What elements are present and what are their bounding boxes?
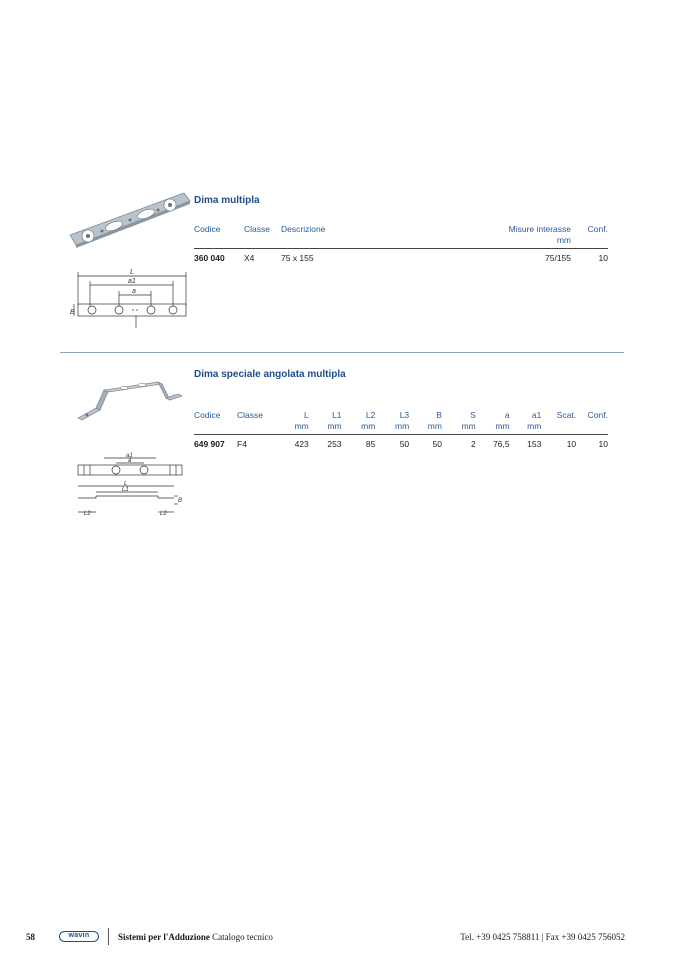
s2-cell-L1: 253 bbox=[327, 439, 342, 449]
footer-title-rest: Catalogo tecnico bbox=[209, 932, 273, 942]
s2-th-S bbox=[442, 410, 476, 435]
s1-cell-misure: 75/155 bbox=[545, 253, 571, 263]
drawing2-label-L: L bbox=[124, 481, 128, 487]
section1-table bbox=[194, 224, 608, 264]
drawing2-label-a1: a1 bbox=[126, 453, 133, 459]
footer-contacts: Tel. +39 0425 758811 | Fax +39 0425 756052 bbox=[460, 932, 625, 942]
section1-title: Dima multipla bbox=[194, 195, 260, 206]
s1-cell-conf: 10 bbox=[598, 253, 608, 263]
s2-th-L2-label: L2 bbox=[365, 410, 376, 420]
s2-th-B-unit: mm bbox=[427, 421, 442, 431]
s1-cell-codice: 360 040 bbox=[194, 253, 225, 263]
drawing1-label-B: B bbox=[70, 309, 75, 316]
s1-th-conf: Conf. bbox=[587, 224, 608, 234]
s1-th-misure bbox=[461, 224, 571, 249]
s1-th-codice: Codice bbox=[194, 224, 221, 234]
drawing1-label-a1: a1 bbox=[128, 278, 136, 285]
s2-th-L3 bbox=[375, 410, 409, 435]
s2-th-L2 bbox=[342, 410, 376, 435]
s2-cell-S: 2 bbox=[471, 439, 476, 449]
s2-th-a-unit: mm bbox=[495, 421, 510, 431]
wavin-logo: wavin bbox=[59, 931, 99, 942]
s2-cell-scat: 10 bbox=[566, 439, 577, 449]
drawing1-label-L: L bbox=[130, 269, 134, 276]
s1-cell-descrizione: 75 x 155 bbox=[281, 253, 314, 263]
table-row bbox=[194, 249, 608, 265]
s2-cell-L: 423 bbox=[294, 439, 309, 449]
dima-angolata-photo bbox=[74, 378, 184, 433]
page-number: 58 bbox=[26, 932, 35, 942]
s2-cell-conf: 10 bbox=[598, 439, 608, 449]
drawing2-label-B: B bbox=[178, 498, 183, 504]
s2-th-codice bbox=[194, 410, 237, 435]
s2-th-S-unit: mm bbox=[461, 421, 476, 431]
footer-title-bold: Sistemi per l'Adduzione bbox=[118, 932, 210, 942]
drawing1-label-a: a bbox=[132, 288, 136, 295]
s2-cell-L3: 50 bbox=[399, 439, 410, 449]
section2-title: Dima speciale angolata multipla bbox=[194, 369, 346, 380]
s2-th-a1-unit: mm bbox=[527, 421, 542, 431]
s2-th-a1-label: a1 bbox=[531, 410, 542, 420]
s1-th-descrizione: Descrizione bbox=[281, 224, 326, 234]
s2-th-scat bbox=[541, 410, 576, 435]
drawing2-label-L2-left: L2 bbox=[84, 511, 91, 517]
s1-cell-classe: X4 bbox=[244, 253, 255, 263]
drawing2-label-L2-right: L2 bbox=[160, 511, 167, 517]
s2-th-a bbox=[476, 410, 510, 435]
s1-th-misure-unit: mm bbox=[556, 235, 571, 245]
s2-th-conf bbox=[576, 410, 608, 435]
s2-th-a1 bbox=[510, 410, 542, 435]
s2-th-B-label: B bbox=[436, 410, 442, 420]
table-row bbox=[194, 435, 608, 451]
s2-th-L1-label: L1 bbox=[332, 410, 342, 420]
s2-th-conf-label: Conf. bbox=[587, 410, 608, 420]
s2-cell-L2: 85 bbox=[365, 439, 376, 449]
s2-th-L bbox=[274, 410, 309, 435]
footer-title bbox=[118, 932, 273, 942]
section-divider bbox=[60, 352, 624, 353]
s2-th-L1 bbox=[309, 410, 342, 435]
dima-angolata-drawing bbox=[74, 452, 189, 522]
drawing2-label-L1: L1 bbox=[122, 487, 129, 493]
drawing2-label-a: a bbox=[128, 458, 132, 464]
s2-th-B bbox=[409, 410, 442, 435]
s2-th-L3-unit: mm bbox=[394, 421, 410, 431]
s2-th-L-label: L bbox=[304, 410, 309, 420]
s2-th-L1-unit: mm bbox=[327, 421, 342, 431]
page-footer bbox=[0, 931, 678, 945]
s2-th-L-unit: mm bbox=[294, 421, 309, 431]
s2-th-L2-unit: mm bbox=[361, 421, 376, 431]
s2-cell-a: 76,5 bbox=[493, 439, 510, 449]
dima-multipla-photo bbox=[66, 185, 196, 255]
s2-cell-codice: 649 907 bbox=[194, 439, 225, 449]
footer-separator bbox=[108, 928, 109, 945]
s2-th-codice-label: Codice bbox=[194, 410, 221, 420]
s2-th-a-label: a bbox=[504, 410, 510, 420]
s1-th-misure-label: Misure interasse bbox=[508, 224, 571, 234]
s2-th-classe-label: Classe bbox=[237, 410, 264, 420]
s2-cell-classe: F4 bbox=[237, 439, 247, 449]
section2-table bbox=[194, 410, 608, 450]
s2-th-classe bbox=[237, 410, 274, 435]
s2-cell-a1: 153 bbox=[527, 439, 542, 449]
s2-th-scat-label: Scat. bbox=[556, 410, 577, 420]
s2-cell-B: 50 bbox=[432, 439, 442, 449]
s2-th-L3-label: L3 bbox=[399, 410, 410, 420]
s1-th-classe: Classe bbox=[244, 224, 270, 234]
dima-multipla-drawing bbox=[70, 268, 195, 338]
s2-th-S-label: S bbox=[470, 410, 476, 420]
